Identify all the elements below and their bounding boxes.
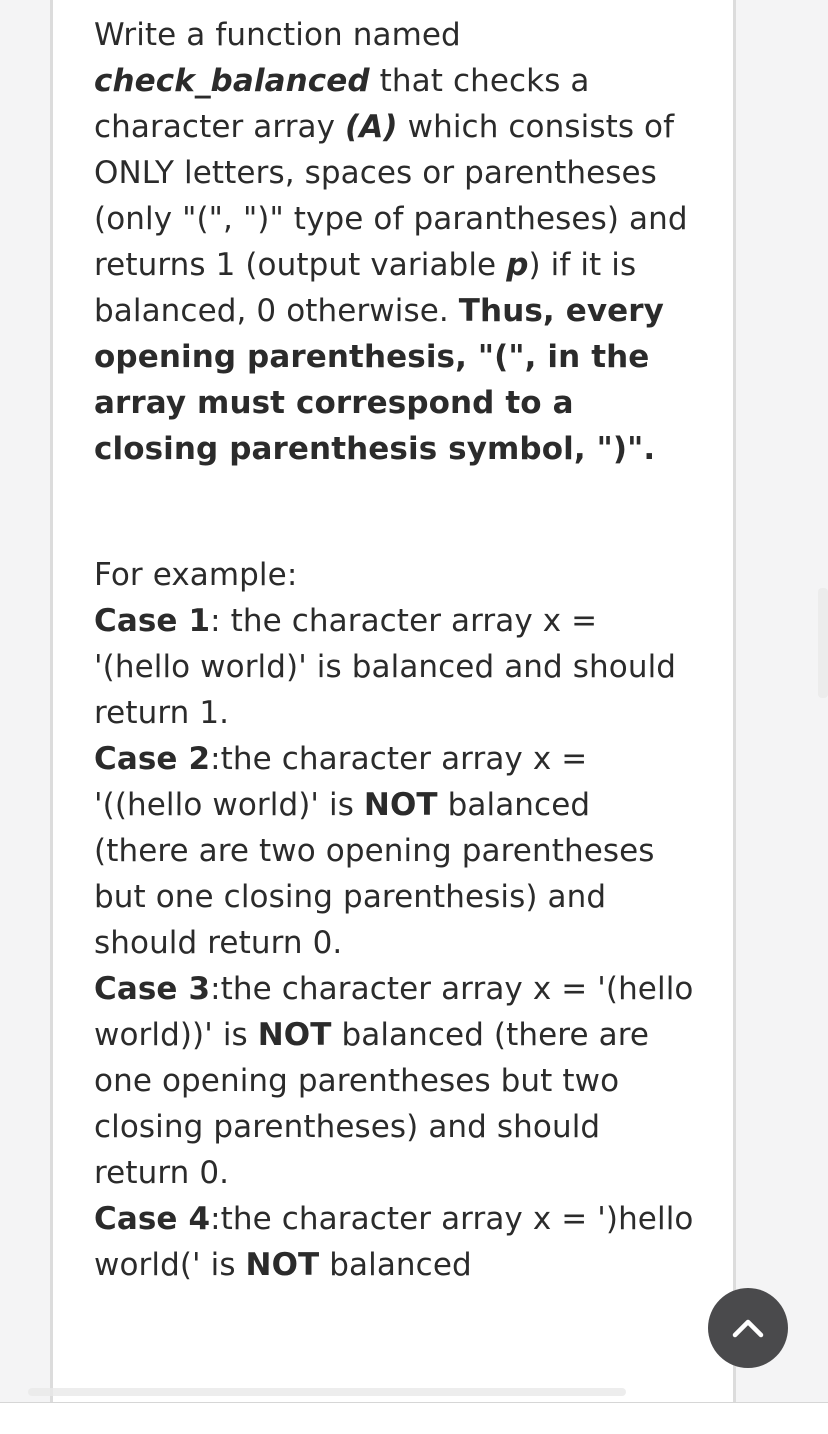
case-4-label: Case 4 [94, 1201, 211, 1237]
case-3 [94, 966, 694, 1196]
page-scrollbar[interactable] [818, 588, 828, 698]
case-3-label: Case 3 [94, 971, 211, 1007]
intro-text-4: ) if it is balanced, 0 otherwise. [94, 247, 637, 329]
chevron-up-icon [731, 1317, 765, 1339]
intro-text-2: that checks a character array [94, 63, 590, 145]
case-4-text-1: :the character array x = ')hello world(' is [94, 1201, 694, 1283]
array-name: (A) [345, 109, 398, 145]
example-heading: For example: [94, 557, 298, 593]
bottom-fade [28, 1388, 626, 1396]
case-3-text-2: balanced (there are one opening parentheses but two closing parentheses) and should return 0. [94, 1017, 650, 1191]
scroll-to-top-button[interactable] [708, 1288, 788, 1368]
spacer [94, 472, 694, 552]
case-4-text-2: balanced [319, 1247, 472, 1283]
intro-text-3: which consists of ONLY letters, spaces or parentheses (only "(", ")" type of parantheses) and returns 1 (output variable [94, 109, 688, 283]
output-variable: p [506, 247, 529, 283]
case-3-text-1: :the character array x = '(hello world))' is [94, 971, 694, 1053]
bottom-bar [0, 1402, 828, 1434]
case-4 [94, 1196, 694, 1288]
question-intro [94, 12, 694, 472]
case-2-label: Case 2 [94, 741, 211, 777]
case-2-text-2: balanced (there are two opening parentheses but one closing parenthesis) and should return 0. [94, 787, 655, 961]
case-2-not: NOT [363, 787, 438, 823]
case-2-text-1: :the character array x = '((hello world)' is [94, 741, 588, 823]
case-1 [94, 598, 694, 736]
case-3-not: NOT [257, 1017, 332, 1053]
case-4-not: NOT [245, 1247, 320, 1283]
case-2 [94, 736, 694, 966]
intro-emphasis: Thus, every opening parenthesis, "(", in the array must correspond to a closing parenthesis symbol, ")". [94, 293, 664, 467]
case-1-label: Case 1 [94, 603, 211, 639]
intro-text-1: Write a function named [94, 17, 461, 53]
question-content [94, 12, 694, 1288]
case-1-text: : the character array x = '(hello world)' is balanced and should return 1. [94, 603, 677, 731]
function-name: check_balanced [94, 63, 370, 99]
